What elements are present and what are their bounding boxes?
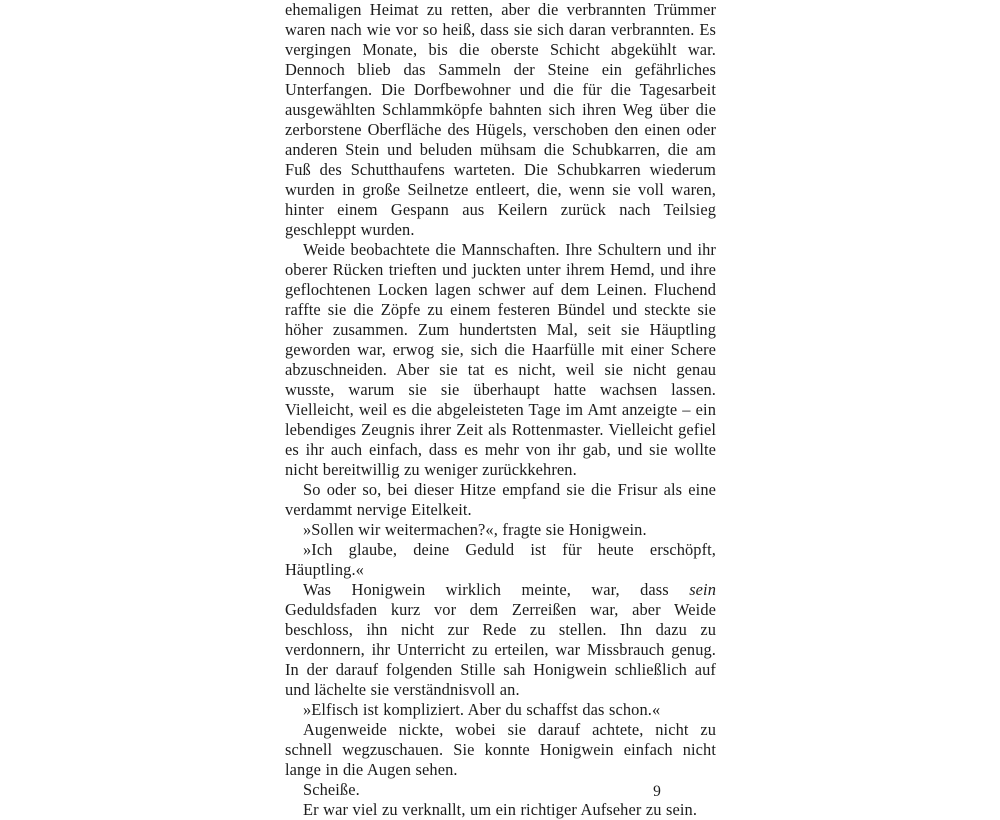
- text-segment: So oder so, bei dieser Hitze empfand sie die Frisur als eine verdammt nervige Eitelkeit.: [285, 480, 716, 519]
- paragraph: [285, 520, 716, 540]
- page-text-block: [285, 0, 716, 820]
- text-segment: Augenweide nickte, wobei sie darauf achtete, nicht zu schnell wegzuschauen. Sie konnte Honigwein einfach nicht lange in die Augen sehen.: [285, 720, 716, 779]
- paragraph: [285, 580, 716, 700]
- text-segment: ehemaligen Heimat zu retten, aber die verbrannten Trümmer waren nach wie vor so heiß, dass sie sich daran verbrannten. Es vergingen Monate, bis die oberste Schicht abgekühlt war. Dennoch blieb das Sammeln der Steine ein gefährliches Unterfangen. Die Dorfbewohner und die für die Tagesarbeit ausgewählten Schlammköpfe bahnten sich ihren Weg über die zerborstene Oberfläche des Hügels, verschoben den einen oder anderen Stein und beluden mühsam die Schubkarren, die am Fuß des Schutthaufens warteten. Die Schubkarren wiederum wurden in große Seilnetze entleert, die, wenn sie voll waren, hinter einem Gespann aus Keilern zurück nach Teilsieg geschleppt wurden.: [285, 0, 716, 239]
- text-segment: »Elfisch ist kompliziert. Aber du schaffst das schon.«: [303, 700, 661, 719]
- paragraph: [285, 720, 716, 780]
- text-segment: Was Honigwein wirklich meinte, war, dass: [303, 580, 690, 599]
- paragraph: [285, 700, 716, 720]
- text-segment: Geduldsfaden kurz vor dem Zerreißen war, aber Weide beschloss, ihn nicht zur Rede zu stellen. Ihn dazu zu verdonnern, ihr Unterricht zu erteilen, war Missbrauch genug. In der darauf folgenden Stille sah Honigwein schließlich auf und lächelte sie verständnisvoll an.: [285, 600, 716, 699]
- paragraph: [285, 0, 716, 240]
- text-segment: Weide beobachtete die Mannschaften. Ihre Schultern und ihr oberer Rücken trieften und juckten unter ihrem Hemd, und ihre geflochtenen Locken lagen schwer auf dem Leinen. Fluchend raffte sie die Zöpfe zu einem festeren Bündel und steckte sie höher zusammen. Zum hundertsten Mal, seit sie Häuptling geworden war, erwog sie, sich die Haarfülle mit einer Schere abzuschneiden. Aber sie tat es nicht, weil sie nicht genau wusste, warum sie sie überhaupt hatte wachsen lassen. Vielleicht, weil es die abgeleisteten Tage im Amt anzeigte – ein lebendiges Zeugnis ihrer Zeit als Rottenmaster. Vielleicht gefiel es ihr auch einfach, dass es mehr von ihr gab, und sie wollte nicht bereitwillig zu weniger zurückkehren.: [285, 240, 716, 479]
- italic-text-segment: sein: [689, 580, 716, 599]
- paragraph: [285, 540, 716, 580]
- paragraph: [285, 800, 716, 820]
- paragraph: [285, 240, 716, 480]
- text-segment: »Ich glaube, deine Geduld ist für heute erschöpft, Häuptling.«: [285, 540, 716, 579]
- paragraph: [285, 480, 716, 520]
- page-number: 9: [653, 783, 661, 800]
- text-segment: »Sollen wir weitermachen?«, fragte sie Honigwein.: [303, 520, 647, 539]
- text-segment: Scheiße.: [303, 780, 360, 799]
- text-segment: Er war viel zu verknallt, um ein richtiger Aufseher zu sein.: [303, 800, 698, 819]
